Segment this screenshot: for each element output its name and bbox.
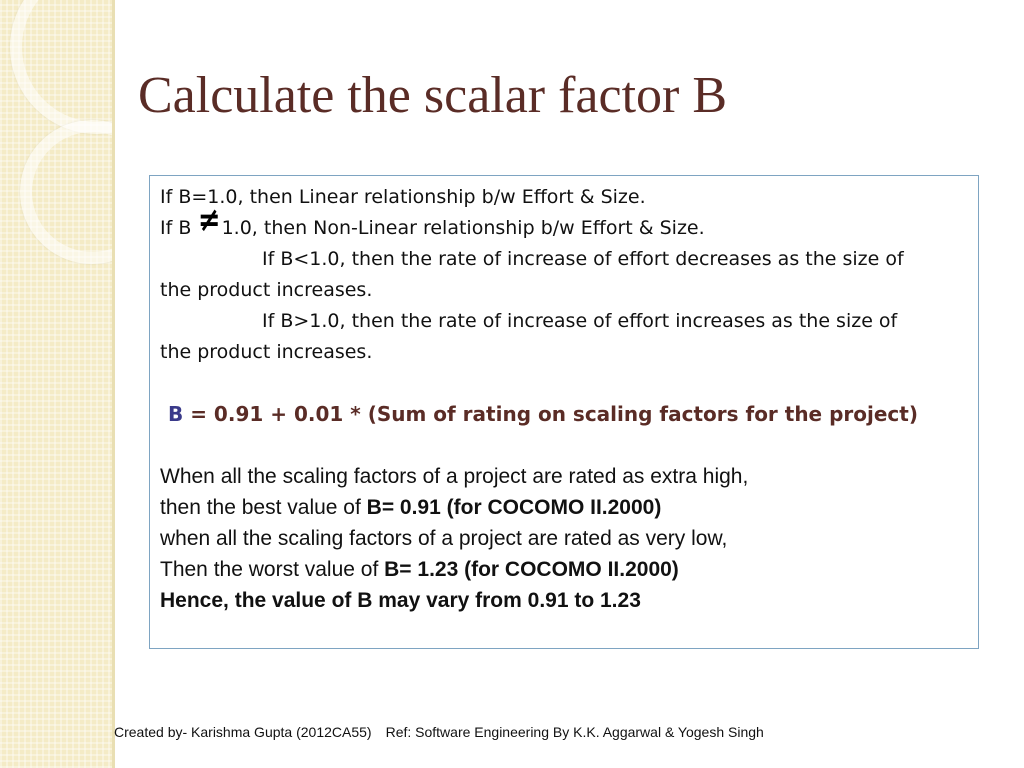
- decorative-left-strip: [0, 0, 112, 768]
- content-textbox: [149, 175, 979, 649]
- text-line: [160, 554, 968, 585]
- text-fragment: 1.0, then Non-Linear relationship b/w Effort & Size.: [215, 217, 705, 239]
- text-fragment: If B: [160, 217, 192, 239]
- text-fragment: Then the worst value of: [160, 558, 385, 581]
- decorative-ring: [20, 120, 112, 264]
- text-line: If B=1.0, then Linear relationship b/w Effort & Size.: [160, 186, 646, 208]
- text-line: [160, 200, 968, 244]
- bold-value: B= 1.23 (for COCOMO II.2000): [384, 558, 679, 581]
- footer-reference: Ref: Software Engineering By K.K. Aggarwal & Yogesh Singh: [385, 724, 764, 740]
- text-line: If B<1.0, then the rate of increase of effort decreases as the size of: [262, 248, 904, 270]
- not-equal-icon: ≠: [198, 200, 222, 240]
- footer-credit: Created by- Karishma Gupta (2012CA55): [114, 724, 372, 740]
- slide-title: Calculate the scalar factor B: [138, 67, 728, 124]
- strip-edge: [112, 0, 115, 768]
- text-line: [160, 492, 968, 523]
- text-line: the product increases.: [160, 279, 373, 301]
- spacer: [160, 430, 968, 461]
- decorative-ring: [10, 0, 112, 134]
- bold-value: B= 0.91 (for COCOMO II.2000): [366, 496, 662, 519]
- text-line: the product increases.: [160, 341, 373, 363]
- not-equal-symbol-wrap: [191, 200, 222, 244]
- formula-variable: B: [168, 402, 184, 426]
- spacer: [160, 368, 968, 399]
- footer: [114, 724, 764, 740]
- text-fragment: then the best value of: [160, 496, 367, 519]
- conclusion-line: Hence, the value of B may vary from 0.91 to 1.23: [160, 589, 641, 612]
- text-line: when all the scaling factors of a project are rated as very low,: [160, 527, 728, 550]
- text-line: When all the scaling factors of a project are rated as extra high,: [160, 465, 749, 488]
- text-line: If B>1.0, then the rate of increase of effort increases as the size of: [262, 310, 898, 332]
- formula-expression: = 0.91 + 0.01 * (Sum of rating on scaling factors for the project): [183, 402, 918, 426]
- formula-line: [160, 399, 968, 430]
